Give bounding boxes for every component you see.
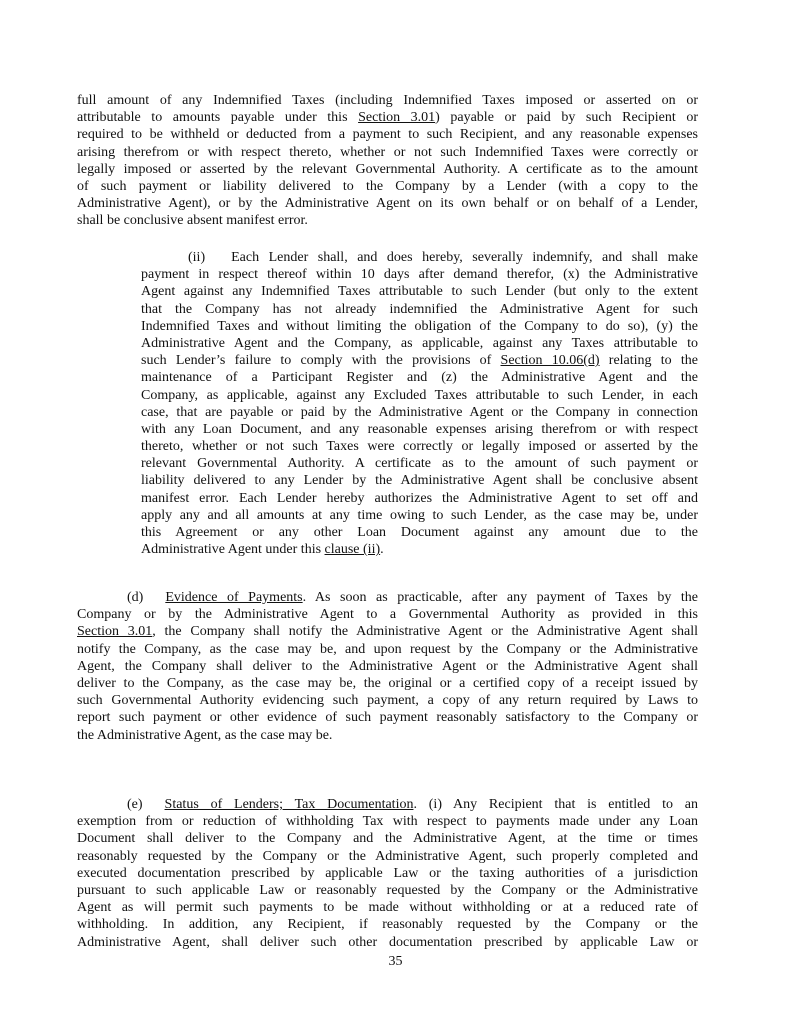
section-reference: Section 10.06(d) <box>500 353 600 369</box>
text-line: notify the Company, as the case may be, and upon request by the Company or the Administrative <box>77 641 698 657</box>
text-line: Company, as applicable, against any Excluded Taxes attributable to such Lender, in each <box>141 387 698 403</box>
text-line: report such payment or other evidence of such payment reasonably satisfactory to the Company or <box>77 710 698 726</box>
text-line: Section 3.01, the Company shall notify the Administrative Agent or the Administrative Agent shall <box>77 624 698 640</box>
clause-label: (e) <box>127 797 143 812</box>
text-line: with any Loan Document, and any reasonable expenses arising therefrom or with respect <box>141 421 698 437</box>
text-line: legally imposed or asserted by the relevant Governmental Authority. A certificate as to the amount <box>77 161 698 177</box>
text-line: arising therefrom or with respect thereto, whether or not such Indemnified Taxes were correctly or <box>77 144 698 160</box>
clause-ii-reference: clause (ii) <box>324 542 381 558</box>
text-line: thereto, whether or not such Taxes were correctly or legally imposed or asserted by the <box>141 439 698 455</box>
text-line: Administrative Agent and the Company, as applicable, against any Taxes attributable to <box>141 335 698 351</box>
paragraph-last-line: Administrative Agent under this clause (ii). <box>141 542 384 558</box>
section-reference: Section 3.01 <box>358 110 436 126</box>
text-line: reasonably requested by the Company or the Administrative Agent, such properly completed and <box>77 848 698 864</box>
text-line: Agent as will permit such payments to be made without withholding or at a reduced rate of <box>77 900 698 916</box>
text-line: maintenance of a Participant Register and (z) the Administrative Agent and the <box>141 370 698 386</box>
text-line: this Agreement or any other Loan Document against any amount due to the <box>141 525 698 540</box>
text-line: payment in respect thereof within 10 days after demand therefor, (x) the Administrative <box>141 267 698 283</box>
paragraph-ii-lender-indemnity <box>141 249 698 558</box>
text-line: executed documentation prescribed by applicable Law or the taxing authorities of a jurisdiction <box>77 865 698 881</box>
text-line: deliver to the Company, as the case may be, the original or a certified copy of a receipt issued by <box>77 675 698 691</box>
text-line: Document shall deliver to the Company and the Administrative Agent, at the time or times <box>77 831 698 847</box>
text-line: Administrative Agent, shall deliver such other documentation prescribed by applicable Law or <box>77 934 698 950</box>
text-line: the Administrative Agent, as the case may be. <box>77 727 333 743</box>
paragraph-first-line: (d) Evidence of Payments. As soon as practicable, after any payment of Taxes by the <box>127 590 699 605</box>
section-heading: Evidence of Payments <box>165 590 303 605</box>
paragraph-first-line <box>141 249 698 266</box>
text-line: that the Company has not already indemnified the Administrative Agent for such <box>141 301 698 317</box>
paragraph-indemnified-taxes-continued <box>77 92 698 230</box>
text-line: Agent against any Indemnified Taxes attributable to such Lender (but only to the extent <box>141 284 698 300</box>
text-line: liability delivered to any Lender by the Administrative Agent shall be conclusive absent <box>141 473 698 489</box>
text-line: Company or by the Administrative Agent to a Governmental Authority as provided in this <box>77 607 698 623</box>
paragraph-e-status-of-lenders <box>77 796 698 951</box>
subclause-label: (ii) <box>188 250 206 265</box>
text-line: of such payment or liability delivered to the Company by a Lender (with a copy to the <box>77 178 698 194</box>
subclause-first-line-text: Each Lender shall, and does hereby, severally indemnify, and shall make <box>231 250 698 265</box>
section-heading: Status of Lenders; Tax Documentation <box>164 797 414 812</box>
text-line: such Lender’s failure to comply with the provisions of Section 10.06(d) relating to the <box>141 353 698 369</box>
text-line: Agent, the Company shall deliver to the Administrative Agent or the Administrative Agent shall <box>77 658 698 674</box>
text-line: attributable to amounts payable under this Section 3.01) payable or paid by such Recipient or <box>77 110 699 126</box>
text-line: apply any and all amounts at any time owing to such Lender, as the case may be, under <box>141 507 698 523</box>
text-line: Indemnified Taxes and without limiting the obligation of the Company to do so), (y) the <box>141 318 698 334</box>
text-line: full amount of any Indemnified Taxes (including Indemnified Taxes imposed or asserted on or <box>77 93 698 108</box>
text-line: withholding. In addition, any Recipient, if reasonably requested by the Company or the <box>77 917 698 933</box>
text-line: such Governmental Authority evidencing such payment, a copy of any return required by Laws to <box>77 693 698 709</box>
text-line: manifest error. Each Lender hereby authorizes the Administrative Agent to set off and <box>141 490 698 506</box>
text-line: required to be withheld or deducted from a payment to such Recipient, and any reasonable expenses <box>77 127 698 143</box>
paragraph-d-evidence-of-payments <box>77 589 698 744</box>
clause-label: (d) <box>127 590 144 605</box>
text-line: Administrative Agent), or by the Administrative Agent on its own behalf or on behalf of a Lender, <box>77 196 698 212</box>
text-line: relevant Governmental Authority. A certificate as to the amount of such payment or <box>141 456 698 472</box>
section-reference: Section 3.01 <box>77 624 153 640</box>
page-number: 35 <box>388 954 403 969</box>
text-line: pursuant to such applicable Law or reasonably requested by the Company or the Administrative <box>77 882 698 898</box>
text-line: exemption from or reduction of withholding Tax with respect to payments made under any Loan <box>77 814 698 830</box>
text-line: case, that are payable or paid by the Administrative Agent or the Company in connection <box>141 404 698 420</box>
text-line: shall be conclusive absent manifest error. <box>77 213 308 229</box>
paragraph-first-line: (e) Status of Lenders; Tax Documentation. (i) Any Recipient that is entitled to an <box>127 797 698 812</box>
